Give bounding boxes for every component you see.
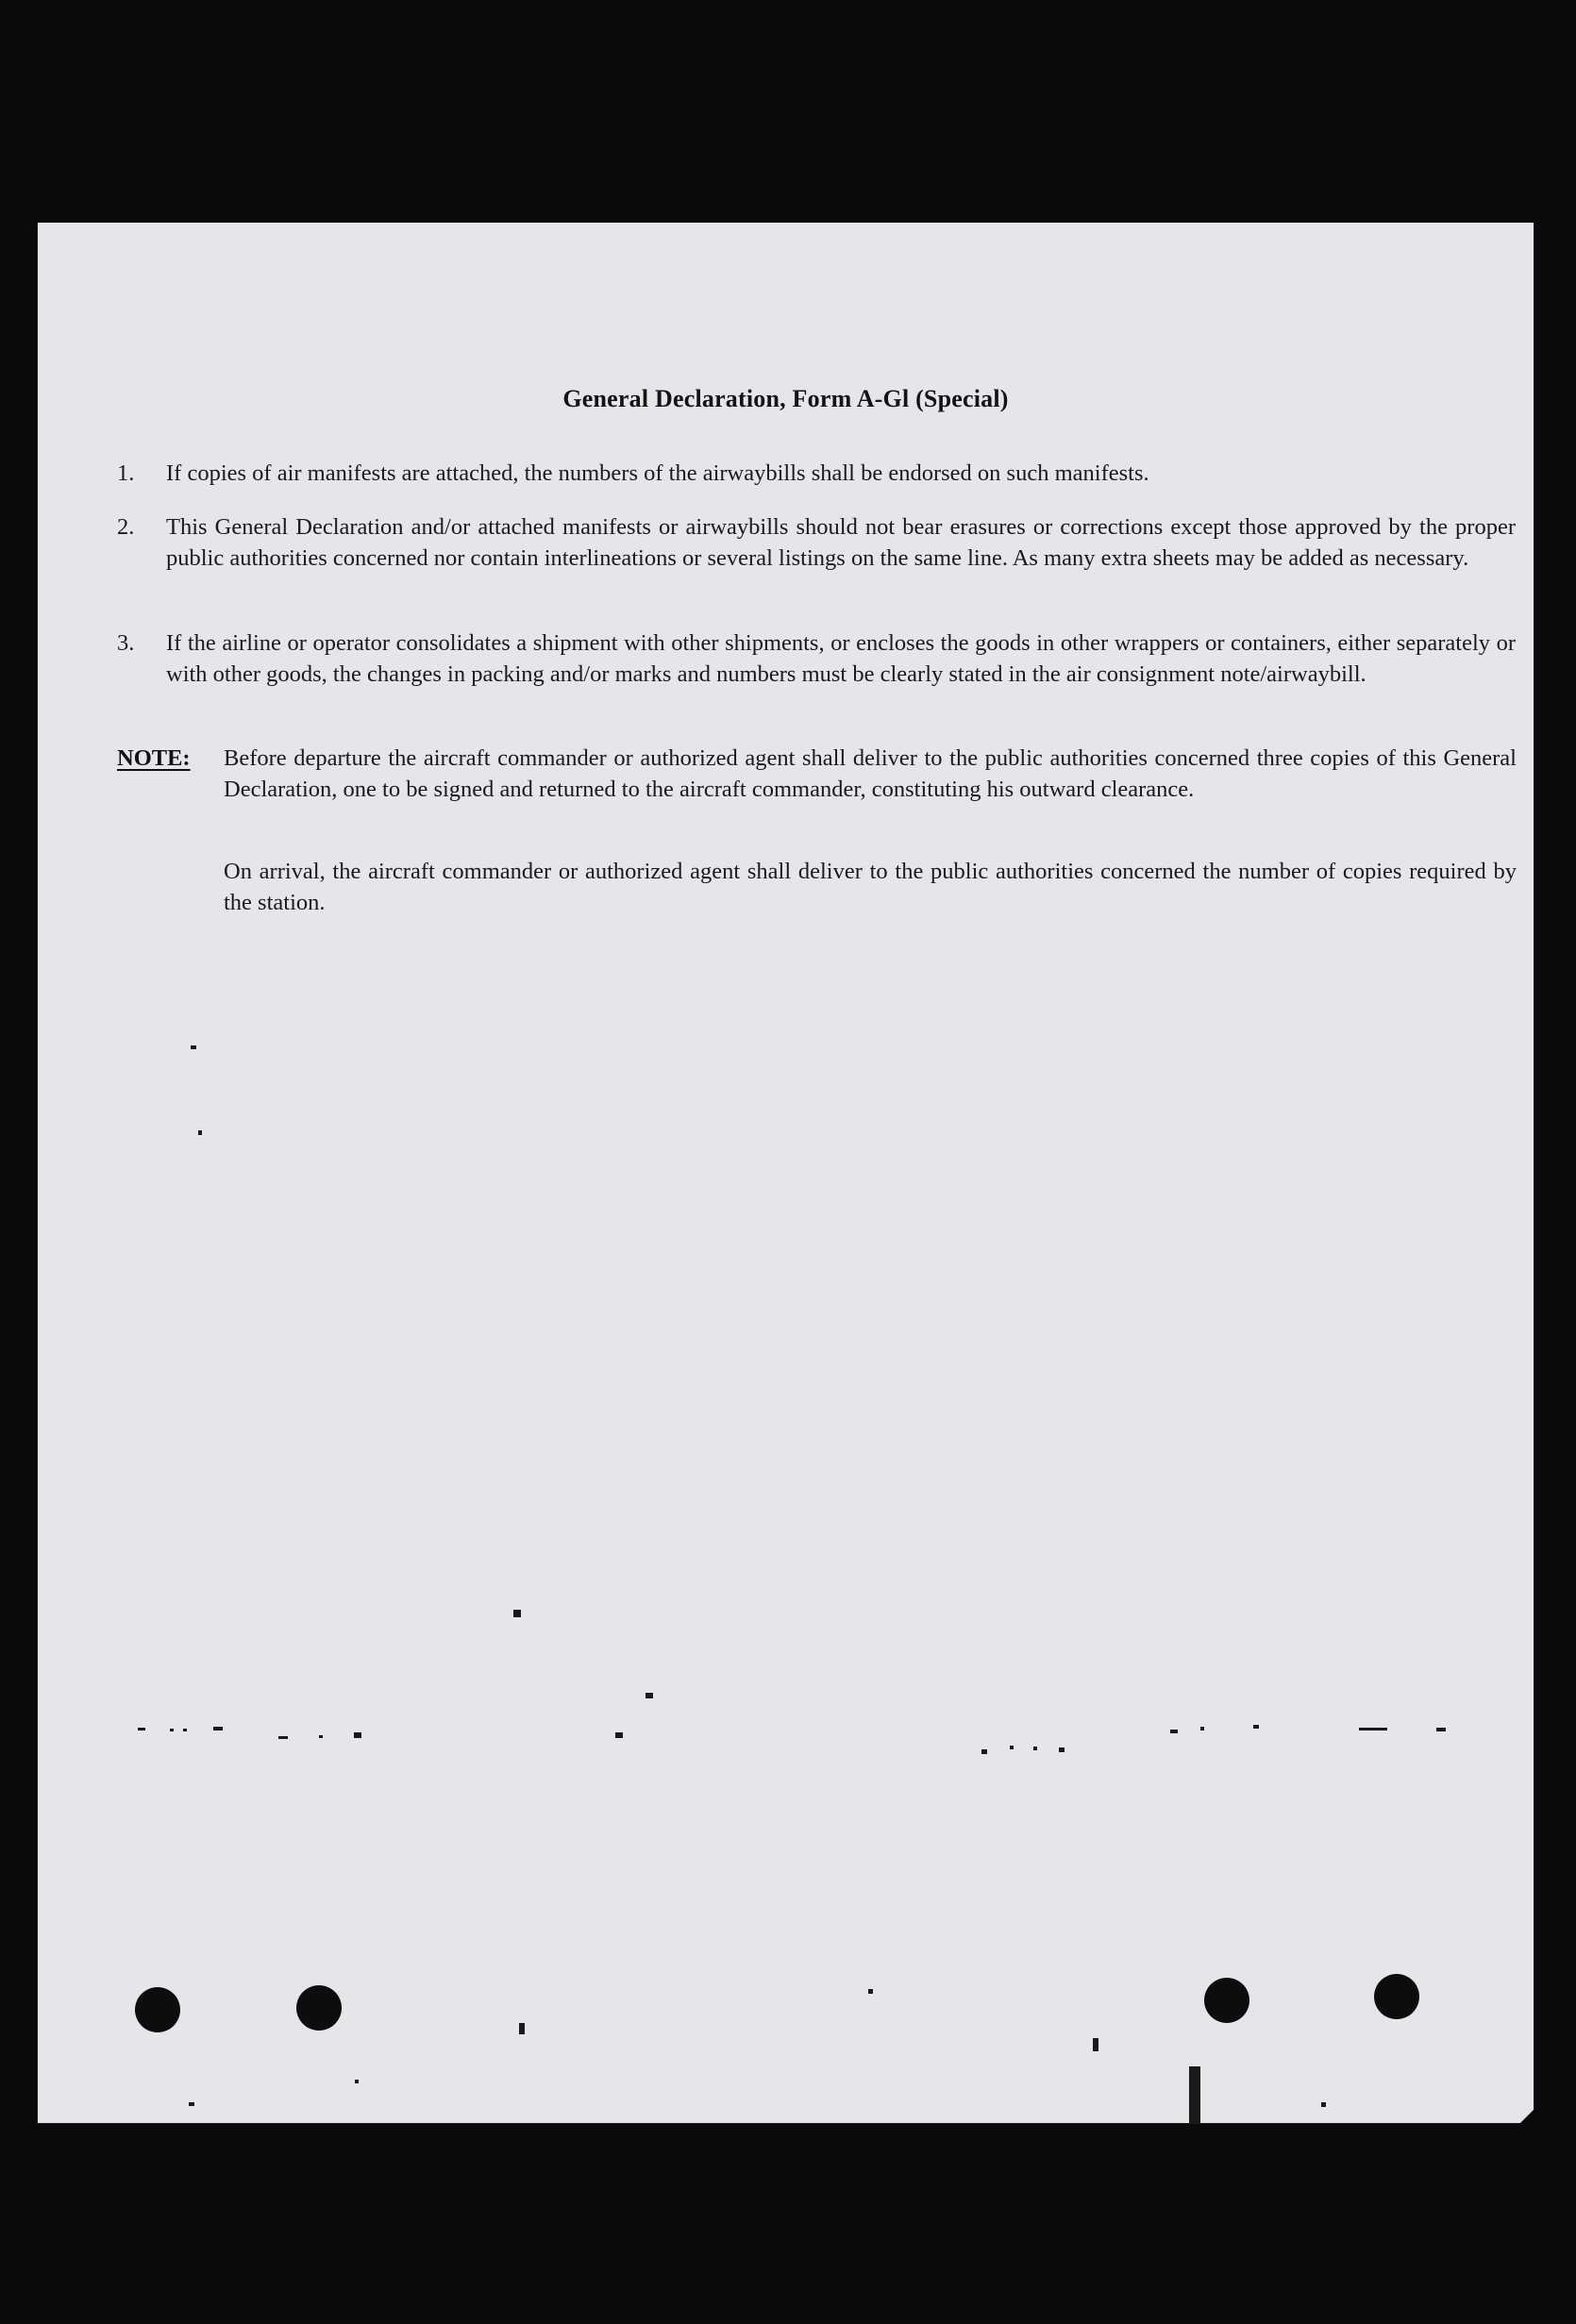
list-item-number: 2. bbox=[117, 514, 135, 540]
punch-hole-icon bbox=[1374, 1974, 1419, 2019]
list-item-number: 3. bbox=[117, 630, 135, 656]
ink-specks bbox=[138, 1045, 1446, 2123]
punch-hole-icon bbox=[1204, 1978, 1249, 2023]
note-label: NOTE: bbox=[117, 745, 191, 771]
page-corner bbox=[1517, 2106, 1537, 2127]
punch-hole-icon bbox=[296, 1985, 342, 2031]
list-item-text: If the airline or operator consolidates a shipment with other shipments, or encloses the goods in other wrappers or containers, either separately or with other goods, the changes in packing and/or marks and numbers must be clearly stated in the air consignment note/airwaybill. bbox=[166, 630, 1516, 687]
punch-hole-icon bbox=[135, 1987, 180, 2032]
note-paragraph-2: On arrival, the aircraft commander or authorized agent shall deliver to the public authorities concerned the number of copies required by the station. bbox=[224, 859, 1517, 915]
list-item-text: If copies of air manifests are attached, the numbers of the airwaybills shall be endorsed on such manifests. bbox=[166, 460, 1149, 486]
list-item-text: This General Declaration and/or attached manifests or airwaybills should not bear erasures or corrections except those approved by the proper public authorities concerned nor contain interlineations or several listings on the same line. As many extra sheets may be added as necessary. bbox=[166, 514, 1516, 571]
punch-marks bbox=[38, 223, 1534, 2123]
document-title: General Declaration, Form A-Gl (Special) bbox=[562, 385, 1009, 412]
document-page bbox=[38, 223, 1534, 2123]
list-item-number: 1. bbox=[117, 460, 135, 486]
note-paragraph-1: Before departure the aircraft commander or authorized agent shall deliver to the public authorities concerned three copies of this General Declaration, one to be signed and returned to the aircraft commander, constituting his outward clearance. bbox=[224, 745, 1517, 802]
